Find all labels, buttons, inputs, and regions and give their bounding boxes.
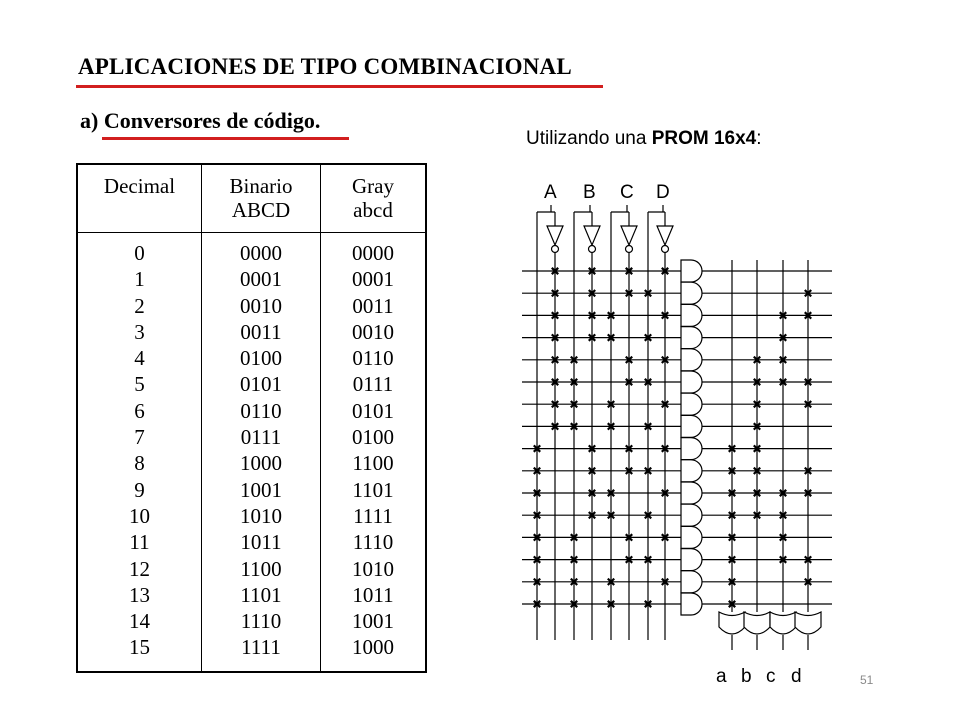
inverter-bubble-d — [662, 246, 669, 253]
and-gate — [681, 304, 702, 326]
binary-cell: 1101 — [240, 582, 282, 607]
and-gate — [681, 327, 702, 349]
decimal-cell: 13 — [129, 582, 150, 607]
gray-cell: 1001 — [352, 609, 394, 634]
input-label-b: B — [583, 182, 596, 203]
gray-cell: 1011 — [352, 582, 394, 607]
inverter-bubble-b — [589, 246, 596, 253]
and-gate — [681, 571, 702, 593]
inverter-c — [621, 226, 637, 245]
inverter-b — [584, 226, 600, 245]
output-label-c: c — [766, 666, 776, 687]
or-gate — [795, 612, 821, 634]
header-gray-bits: abcd — [353, 198, 393, 222]
gray-cell: 0010 — [352, 319, 394, 344]
inverter-d — [657, 226, 673, 245]
binary-cell: 0010 — [240, 293, 282, 318]
binary-cell: 0011 — [240, 319, 282, 344]
gray-cell: 0001 — [352, 267, 394, 292]
binary-cell: 1000 — [240, 451, 282, 476]
and-gate — [681, 260, 702, 282]
and-gate — [681, 349, 702, 371]
input-label-c: C — [620, 182, 634, 203]
gray-cell: 1111 — [353, 503, 393, 528]
decimal-cell: 4 — [134, 346, 145, 371]
binary-cell: 0110 — [240, 398, 282, 423]
prom-caption-suffix: : — [756, 128, 762, 149]
decimal-cell: 2 — [134, 293, 145, 318]
binary-cell: 0000 — [240, 241, 282, 265]
binary-cell: 1010 — [240, 503, 282, 528]
output-label-a: a — [716, 666, 727, 687]
and-gate — [681, 526, 702, 548]
and-gate — [681, 393, 702, 415]
decimal-cell: 11 — [129, 530, 150, 555]
gray-cell: 1110 — [352, 530, 394, 555]
and-gate — [681, 593, 702, 615]
output-label-d: d — [791, 666, 802, 687]
input-label-a: A — [544, 182, 557, 203]
gray-cell: 1000 — [352, 635, 394, 660]
and-gate — [681, 282, 702, 304]
prom-caption-prefix: Utilizando una — [526, 128, 652, 149]
or-gate — [770, 612, 796, 634]
section-subtitle: a) Conversores de código. — [80, 108, 321, 133]
binary-cell: 0001 — [240, 267, 282, 292]
gray-cell: 0110 — [352, 346, 394, 371]
decimal-cell: 0 — [134, 241, 145, 265]
gray-cell: 1101 — [352, 477, 394, 502]
binary-cell: 0100 — [240, 346, 282, 371]
binary-cell: 1001 — [240, 477, 282, 502]
header-gray-label: Gray — [352, 174, 394, 198]
decimal-cell: 5 — [134, 372, 145, 397]
and-gate — [681, 415, 702, 437]
page-number: 51 — [860, 673, 874, 687]
page-title: APLICACIONES DE TIPO COMBINACIONAL — [78, 54, 572, 79]
decimal-cell: 10 — [129, 503, 150, 528]
binary-cell: 1111 — [241, 635, 281, 660]
decimal-cell: 7 — [134, 425, 145, 450]
decimal-cell: 14 — [129, 609, 150, 634]
gray-cell: 0111 — [352, 372, 394, 397]
prom-caption-emphasis: PROM 16x4 — [651, 128, 757, 149]
header-binary-label: Binario — [229, 174, 293, 198]
binary-cell: 1100 — [240, 556, 282, 581]
gray-cell: 0011 — [352, 293, 394, 318]
inverter-bubble-a — [552, 246, 559, 253]
input-label-d: D — [656, 182, 670, 203]
decimal-cell: 6 — [134, 398, 145, 423]
or-gate — [744, 612, 770, 634]
decimal-cell: 8 — [134, 451, 145, 476]
gray-cell: 0101 — [352, 398, 394, 423]
header-decimal-label: Decimal — [103, 174, 176, 198]
binary-cell: 1011 — [240, 530, 282, 555]
and-gate — [681, 549, 702, 571]
and-gate — [681, 438, 702, 460]
output-label-b: b — [741, 666, 752, 687]
binary-cell: 1110 — [240, 609, 282, 634]
decimal-cell: 12 — [129, 556, 150, 581]
binary-cell: 0101 — [240, 372, 282, 397]
and-gate — [681, 504, 702, 526]
and-gate — [681, 460, 702, 482]
binary-cell: 0111 — [240, 425, 282, 450]
and-gate — [681, 371, 702, 393]
gray-cell: 0100 — [352, 425, 394, 450]
decimal-cell: 3 — [134, 319, 145, 344]
header-binary-bits: ABCD — [231, 198, 291, 222]
or-gate — [719, 612, 745, 634]
gray-cell: 0000 — [352, 241, 394, 265]
gray-cell: 1010 — [352, 556, 394, 581]
inverter-bubble-c — [626, 246, 633, 253]
inverter-a — [547, 226, 563, 245]
decimal-cell: 9 — [134, 477, 145, 502]
decimal-cell: 15 — [129, 635, 150, 660]
decimal-cell: 1 — [134, 267, 145, 292]
and-gate — [681, 482, 702, 504]
gray-cell: 1100 — [352, 451, 394, 476]
